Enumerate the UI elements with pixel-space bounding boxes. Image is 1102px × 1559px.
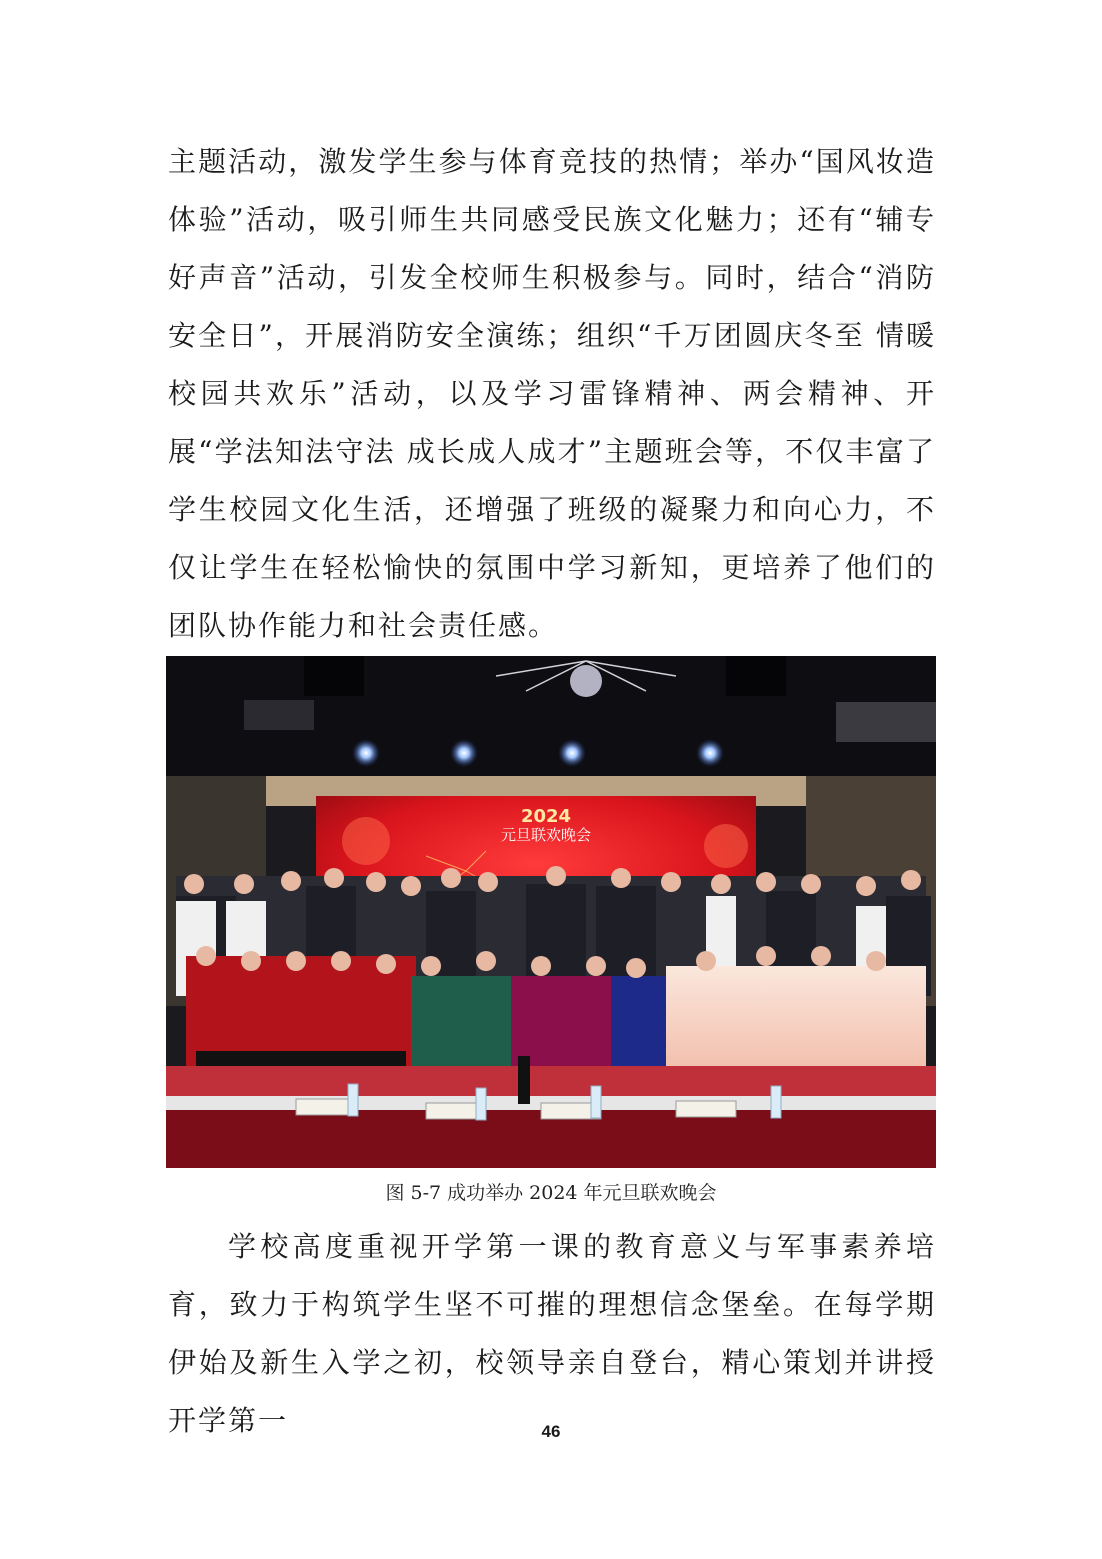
- event-photo: [166, 656, 936, 1168]
- page-number: 46: [541, 1422, 561, 1441]
- banner-year: 2024: [520, 806, 572, 827]
- body-paragraph-1: 主题活动，激发学生参与体育竞技的热情；举办“国风妆造体验”活动，吸引师生共同感受民族文化魅力；还有“辅专好声音”活动，引发全校师生积极参与。同时，结合“消防安全日”，开展消防安全演练；组织“千万团圆庆冬至 情暖校园共欢乐”活动，以及学习雷锋精神、两会精神、开展“学法知法守法 成长成人成才”主题班会等，不仅丰富了学生校园文化生活，还增强了班级的凝聚力和向心力，不仅让学生在轻松愉快的氛围中学习新知，更培养了他们的团队协作能力和社会责任感。: [168, 145, 936, 642]
- body-paragraph-2: 学校高度重视开学第一课的教育意义与军事素养培育，致力于构筑学生坚不可摧的理想信念堡垒。在每学期伊始及新生入学之初，校领导亲自登台，精心策划并讲授开学第一: [168, 1230, 936, 1437]
- figure-caption: 图 5-7 成功举办 2024 年元旦联欢晚会: [385, 1182, 717, 1204]
- banner-title: 元旦联欢晚会: [500, 826, 592, 844]
